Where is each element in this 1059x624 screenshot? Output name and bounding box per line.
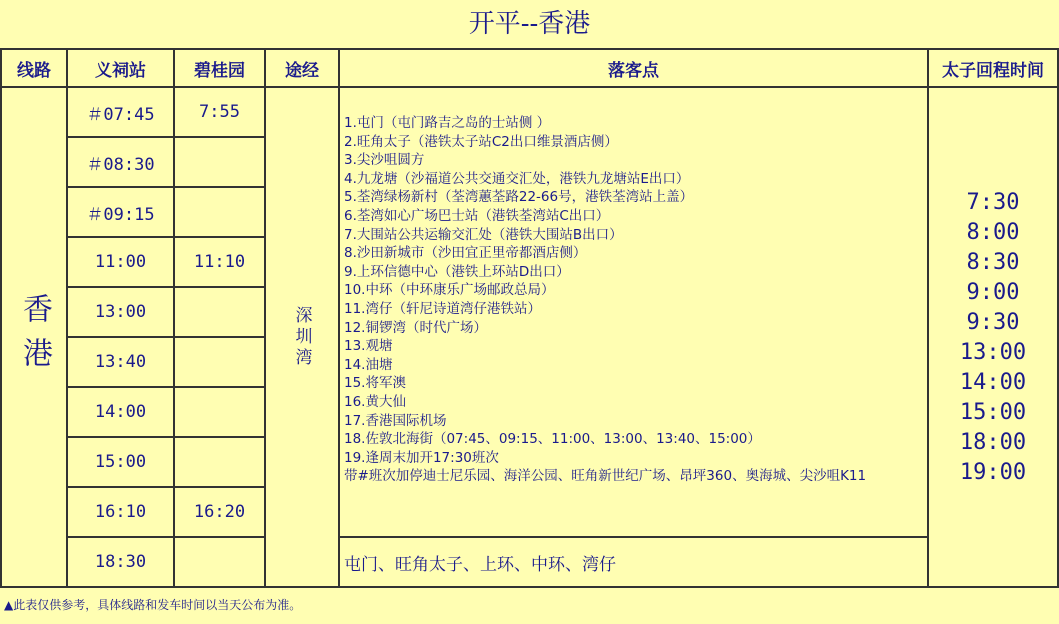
biguiyuan-time-cell <box>175 288 266 338</box>
stops-note: 带#班次加停迪士尼乐园、海洋公园、旺角新世纪广场、昂坪360、奥海城、尖沙咀K11 <box>344 468 867 485</box>
route-name: 香港 <box>17 293 52 381</box>
stop-item: 11.湾仔（轩尼诗道湾仔港铁站） <box>344 300 541 317</box>
footer-note: ▲此表仅供参考，具体线路和发车时间以当天公布为准。 <box>4 598 302 612</box>
stop-item: 16.黄大仙 <box>344 393 406 410</box>
stop-item: 12.铜锣湾（时代广场） <box>344 319 487 336</box>
return-time: 7:30 <box>966 190 1020 215</box>
via-cell <box>266 88 340 588</box>
return-time: 19:00 <box>959 460 1027 485</box>
stop-item: 10.中环（中环康乐广场邮政总局） <box>344 282 555 299</box>
header-biguiyuan: 碧桂园 <box>175 50 266 88</box>
return-time: 18:00 <box>959 430 1027 455</box>
yici-time-cell: 11:00 <box>68 238 175 288</box>
stop-item: 15.将军澳 <box>344 375 406 392</box>
stop-item: 17.香港国际机场 <box>344 412 447 429</box>
return-time: 15:00 <box>959 400 1027 425</box>
return-time: 8:00 <box>966 220 1020 245</box>
yici-time-cell: ＃08:30 <box>68 138 175 188</box>
stop-item: 1.屯门（屯门路吉之岛的士站侧 ） <box>344 115 551 131</box>
stop-item: 5.荃湾绿杨新村（荃湾蕙荃路22-66号，港铁荃湾站上盖） <box>344 189 694 206</box>
yici-time-cell: 13:00 <box>68 288 175 338</box>
return-time: 9:00 <box>966 280 1020 305</box>
stop-item: 8.沙田新城市（沙田宜正里帝都酒店侧） <box>344 245 587 262</box>
yici-time-cell: 16:10 <box>68 488 175 538</box>
biguiyuan-time-cell <box>175 438 266 488</box>
header-stops: 落客点 <box>340 50 929 88</box>
biguiyuan-time-cell: 11:10 <box>175 238 266 288</box>
stop-item: 9.上环信德中心（港铁上环站D出口） <box>344 263 570 280</box>
yici-time-cell: 15:00 <box>68 438 175 488</box>
biguiyuan-time-cell <box>175 138 266 188</box>
return-time: 9:30 <box>966 310 1020 335</box>
via-value: 深圳湾 <box>291 305 312 369</box>
stop-item: 13.观塘 <box>344 338 393 355</box>
biguiyuan-time-cell <box>175 388 266 438</box>
page-title: 开平--香港 <box>468 9 591 39</box>
header-route: 线路 <box>2 50 68 88</box>
yici-time-cell: ＃09:15 <box>68 188 175 238</box>
biguiyuan-time-cell <box>175 338 266 388</box>
header-yici: 义祠站 <box>68 50 175 88</box>
biguiyuan-time-cell: 16:20 <box>175 488 266 538</box>
header-return-time: 太子回程时间 <box>929 50 1059 88</box>
yici-time-cell: 14:00 <box>68 388 175 438</box>
yici-time-cell: 18:30 <box>68 538 175 588</box>
biguiyuan-time-cell <box>175 188 266 238</box>
stop-item: 3.尖沙咀圆方 <box>344 152 425 169</box>
yici-time-cell: ＃07:45 <box>68 88 175 138</box>
route-cell <box>2 88 68 588</box>
biguiyuan-time-cell <box>175 538 266 588</box>
stop-item: 4.九龙塘（沙福道公共交通交汇处，港铁九龙塘站E出口） <box>344 170 690 187</box>
stop-item: 7.大围站公共运输交汇处（港铁大围站B出口） <box>344 226 623 243</box>
stop-item: 19.逢周末加开17:30班次 <box>344 449 499 466</box>
biguiyuan-time-cell: 7:55 <box>175 88 266 138</box>
return-time: 13:00 <box>959 340 1027 365</box>
stop-item: 18.佐敦北海街（07:45、09:15、11:00、13:00、13:40、15:00） <box>344 431 761 448</box>
return-time: 14:00 <box>959 370 1027 395</box>
last-trip-stops: 屯门、旺角太子、上环、中环、湾仔 <box>340 538 929 588</box>
stop-item: 2.旺角太子（港铁太子站C2出口维景酒店侧） <box>344 133 618 150</box>
stops-list <box>340 88 929 538</box>
return-time: 8:30 <box>966 250 1020 275</box>
stop-item: 14.油塘 <box>344 356 393 373</box>
stop-item: 6.荃湾如心广场巴士站（港铁荃湾站C出口） <box>344 207 610 224</box>
header-via: 途经 <box>266 50 340 88</box>
yici-time-cell: 13:40 <box>68 338 175 388</box>
return-times-cell <box>929 88 1059 588</box>
